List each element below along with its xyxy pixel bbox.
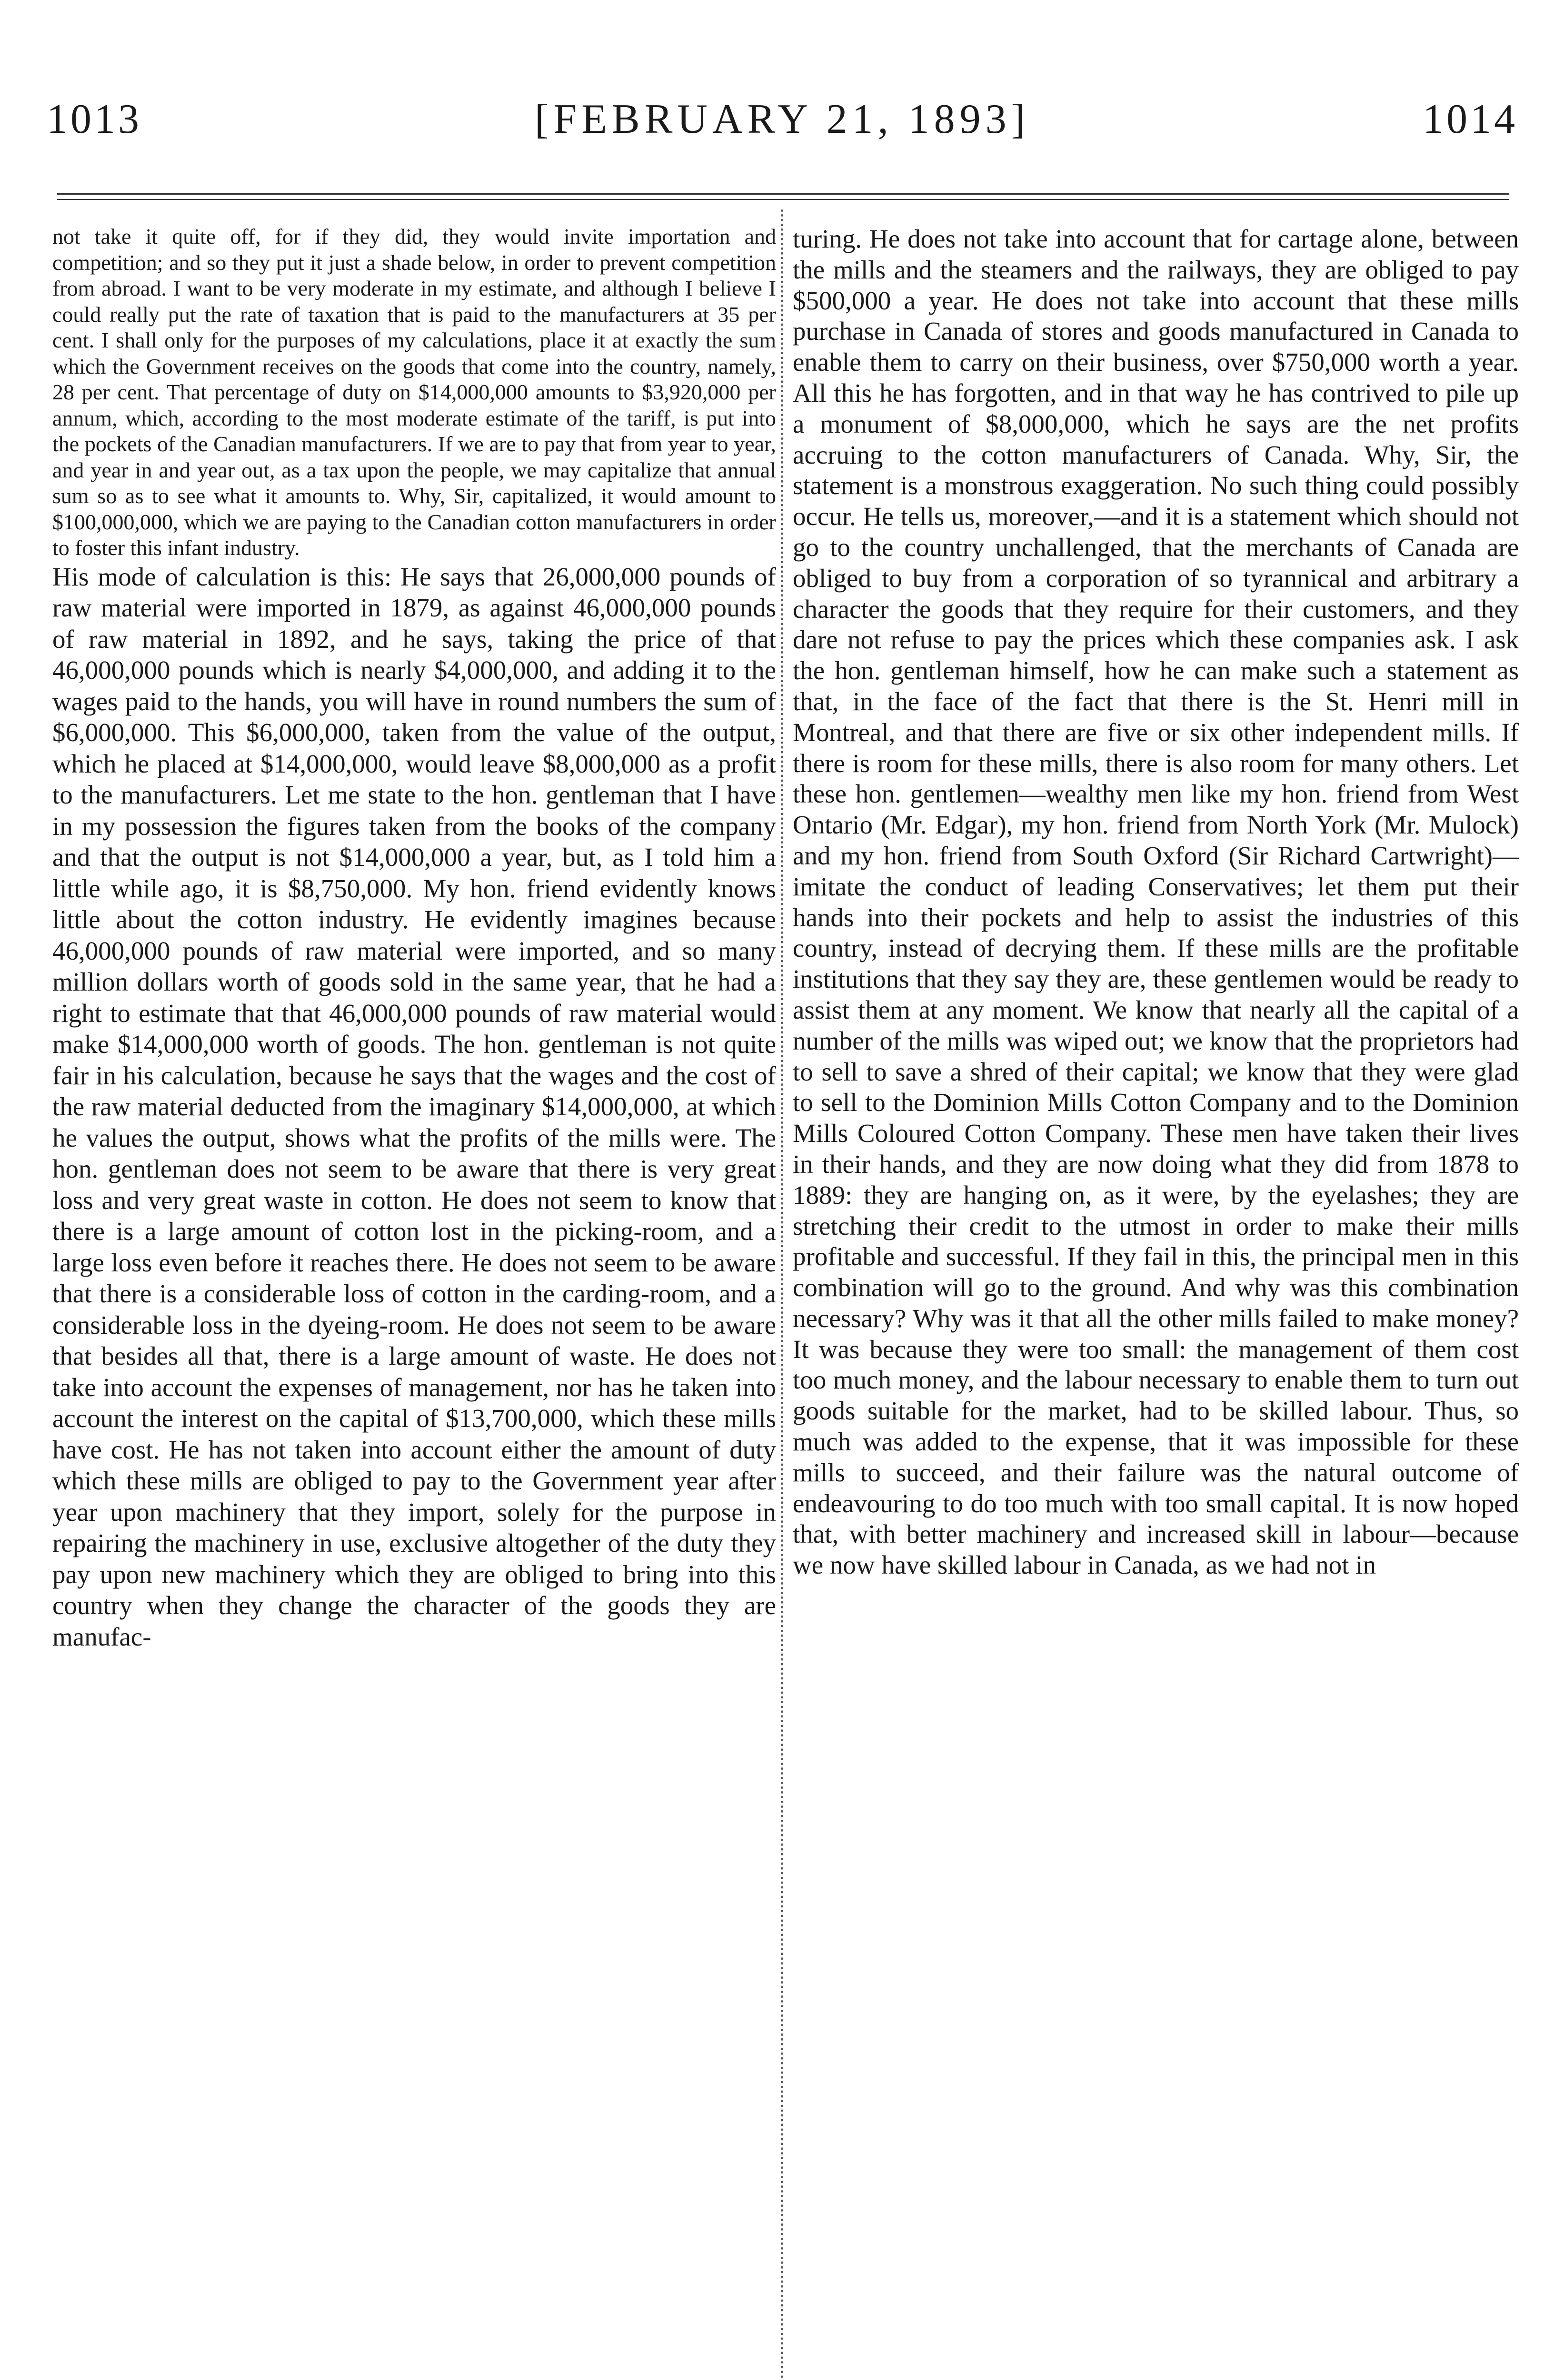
left-page-number: 1013 [47,96,142,142]
header-rule [57,193,1509,195]
header-rule-thin [57,199,1509,200]
left-column-large-paragraph: His mode of calculation is this: He says that 26,000,000 pounds of raw material were imported in 1879, as against 46,000,000 pounds of raw material in 1892, and he says, taking the price of that 46,000,000 pounds which is nearly $4,000,000, and adding it to the wages paid to the hands, you will have in round numbers the sum of $6,000,000. This $6,000,000, taken from the value of the output, which he placed at $14,000,000, would leave $8,000,000 as a profit to the manufacturers. Let me state to the hon. gentleman that I have in my possession the figures taken from the books of the company and that the output is not $14,000,000 a year, but, as I told him a little while ago, it is $8,750,000. My hon. friend evidently knows little about the cotton industry. He evidently imagines because 46,000,000 pounds of raw material were imported, and so many million dollars worth of goods sold in the same year, that he had a right to estimate that that 46,000,000 pounds of raw material would make $14,000,000 worth of goods. The hon. gentleman is not quite fair in his calculation, because he says that the wages and the cost of the raw material deducted from the imaginary $14,000,000, at which he values the output, shows what the profits of the mills were. The hon. gentleman does not seem to be aware that there is very great loss and very great waste in cotton. He does not seem to know that there is a large amount of cotton lost in the picking-room, and a large loss even before it reaches there. He does not seem to be aware that there is a considerable loss of cotton in the carding-room, and a considerable loss in the dyeing-room. He does not seem to be aware that besides all that, there is a large amount of waste. He does not take into account the expenses of management, nor has he taken into account the interest on the capital of $13,700,000, which these mills have cost. He has not taken into account either the amount of duty which these mills are obliged to pay to the Government year after year upon machinery that they import, solely for the purpose in repairing the machinery in use, exclusive altogether of the duty they pay upon new machinery which they are obliged to bring into this country when they change the character of the goods they are manufac- [52,562,776,1651]
page-header [47,90,1518,148]
left-column [52,224,776,1652]
right-column-paragraph: turing. He does not take into account that for cartage alone, between the mills and the steamers and the railways, they are obliged to pay $500,000 a year. He does not take into account that these mills purchase in Canada of stores and goods manufactured in Canada to enable them to carry on their business, over $750,000 worth a year. All this he has forgotten, and in that way he has contrived to pile up a monument of $8,000,000, which he says are the net profits accruing to the cotton manufacturers of Canada. Why, Sir, the statement is a monstrous exaggeration. No such thing could possibly occur. He tells us, moreover,—and it is a statement which should not go to the country unchallenged, that the merchants of Canada are obliged to buy from a corporation of so tyrannical and arbitrary a character the goods that they require for their customers, and they dare not refuse to pay the prices which these companies ask. I ask the hon. gentleman himself, how he can make such a statement as that, in the face of the fact that there is the St. Henri mill in Montreal, and that there are five or six other independent mills. If there is room for these mills, there is also room for many others. Let these hon. gentlemen—wealthy men like my hon. friend from West Ontario (Mr. Edgar), my hon. friend from North York (Mr. Mulock) and my hon. friend from South Oxford (Sir Richard Cartwright)—imitate the conduct of leading Conservatives; let them put their hands into their pockets and help to assist the industries of this country, instead of decrying them. If these mills are the profitable institutions that they say they are, these gentlemen would be ready to assist them at any moment. We know that nearly all the capital of a number of the mills was wiped out; we know that the proprietors had to sell to save a shred of their capital; we know that they were glad to sell to the Dominion Mills Cotton Company and to the Dominion Mills Coloured Cotton Company. These men have taken their lives in their hands, and they are now doing what they did from 1878 to 1889: they are hanging on, as it were, by the eyelashes; they are stretching their credit to the utmost in order to make their mills profitable and successful. If they fail in this, the principal men in this combination will go to the ground. And why was this combination necessary? Why was it that all the other mills failed to make money? It was because they were too small: the management of them cost too much money, and the labour necessary to enable them to turn out goods suitable for the market, had to be skilled labour. Thus, so much was added to the expense, that it was impossible for these mills to succeed, and their failure was the natural outcome of endeavouring to do too much with too small capital. It is now hoped that, with better machinery and increased skill in labour—because we now have skilled labour in Canada, as we had not in [793,224,1519,1580]
header-date: [FEBRUARY 21, 1893] [535,96,1030,142]
left-column-small-paragraph: not take it quite off, for if they did, they would invite importation and competition; and so they put it just a shade below, in order to prevent competition from abroad. I want to be very moderate in my estimate, and although I believe I could really put the rate of taxation that is paid to the manufacturers at 35 per cent. I shall only for the purposes of my calculations, place it at exactly the sum which the Government receives on the goods that come into the country, namely, 28 per cent. That percentage of duty on $14,000,000 amounts to $3,920,000 per annum, which, according to the most moderate estimate of the tariff, is put into the pockets of the Canadian manufacturers. If we are to pay that from year to year, and year in and year out, as a tax upon the people, we may capitalize that annual sum so as to see what it amounts to. Why, Sir, capitalized, it would amount to $100,000,000, which we are paying to the Canadian cotton manufacturers in order to foster this infant industry. [52,224,776,560]
right-page-number: 1014 [1422,96,1518,142]
column-divider [781,209,783,2380]
right-column [793,224,1519,1581]
